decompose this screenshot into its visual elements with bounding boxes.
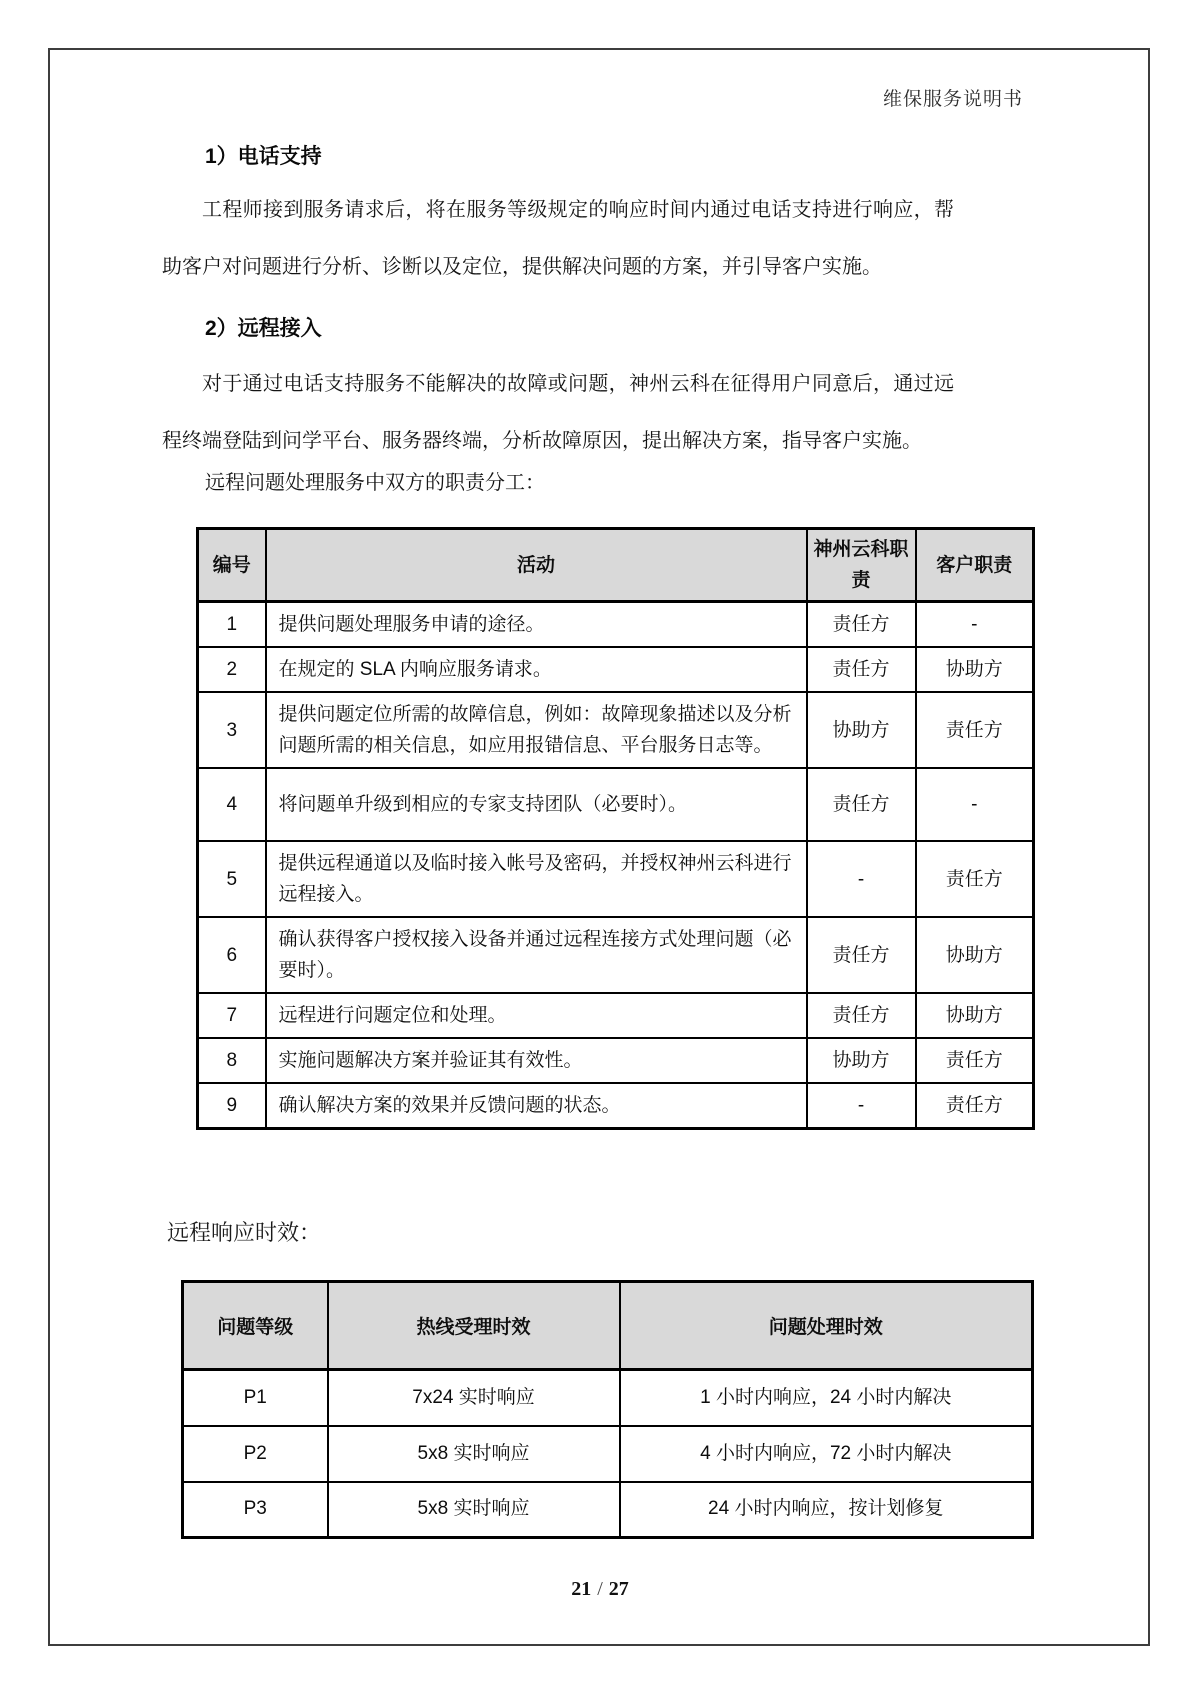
table-row xyxy=(198,917,1034,993)
col-header-dcc-duty: 神州云科职责 xyxy=(807,529,916,602)
cell-handling-sla: 24 小时内响应，按计划修复 xyxy=(620,1482,1033,1538)
response-time-label: 远程响应时效： xyxy=(167,1220,322,1245)
section-heading-phone-support: 1）电话支持 xyxy=(205,145,322,168)
cell-no: 1 xyxy=(198,602,266,648)
responsibility-table xyxy=(196,527,1035,1130)
table-row xyxy=(198,841,1034,917)
col-header-customer-duty: 客户职责 xyxy=(916,529,1034,602)
current-page-number: 21 xyxy=(571,1578,592,1600)
cell-activity: 提供远程通道以及临时接入帐号及密码，并授权神州云科进行远程接入。 xyxy=(266,841,807,917)
cell-activity: 确认解决方案的效果并反馈问题的状态。 xyxy=(266,1083,807,1129)
col-header-hotline-sla: 热线受理时效 xyxy=(328,1282,620,1370)
cell-customer-duty: - xyxy=(916,602,1034,648)
table-row xyxy=(198,692,1034,768)
col-header-problem-level: 问题等级 xyxy=(183,1282,328,1370)
cell-no: 4 xyxy=(198,768,266,841)
table-row xyxy=(198,1038,1034,1083)
table-row xyxy=(198,602,1034,648)
cell-handling-sla: 1 小时内响应，24 小时内解决 xyxy=(620,1370,1033,1426)
cell-customer-duty: 责任方 xyxy=(916,841,1034,917)
table-row xyxy=(183,1370,1033,1426)
cell-no: 3 xyxy=(198,692,266,768)
cell-no: 5 xyxy=(198,841,266,917)
cell-activity: 远程进行问题定位和处理。 xyxy=(266,993,807,1038)
cell-activity: 将问题单升级到相应的专家支持团队（必要时）。 xyxy=(266,768,807,841)
cell-dcc-duty: 协助方 xyxy=(807,692,916,768)
cell-customer-duty: 责任方 xyxy=(916,1083,1034,1129)
cell-hotline-sla: 5x8 实时响应 xyxy=(328,1482,620,1538)
cell-dcc-duty: 协助方 xyxy=(807,1038,916,1083)
page-number xyxy=(0,1578,1200,1601)
cell-dcc-duty: 责任方 xyxy=(807,993,916,1038)
cell-activity: 确认获得客户授权接入设备并通过远程连接方式处理问题（必要时）。 xyxy=(266,917,807,993)
cell-activity: 实施问题解决方案并验证其有效性。 xyxy=(266,1038,807,1083)
cell-activity: 在规定的 SLA 内响应服务请求。 xyxy=(266,647,807,692)
paragraph-remote-access: 对于通过电话支持服务不能解决的故障或问题，神州云科在征得用户同意后，通过远程终端登陆到问学平台、服务器终端，分析故障原因，提出解决方案，指导客户实施。 xyxy=(162,373,954,452)
col-header-no: 编号 xyxy=(198,529,266,602)
cell-dcc-duty: - xyxy=(807,841,916,917)
table-row xyxy=(183,1426,1033,1482)
response-time-table xyxy=(181,1280,1034,1539)
total-page-number: 27 xyxy=(608,1578,629,1600)
responsibility-table-header-row xyxy=(198,529,1034,602)
cell-no: 6 xyxy=(198,917,266,993)
col-header-handling-sla: 问题处理时效 xyxy=(620,1282,1033,1370)
col-header-activity: 活动 xyxy=(266,529,807,602)
cell-no: 8 xyxy=(198,1038,266,1083)
cell-no: 7 xyxy=(198,993,266,1038)
response-time-header-row xyxy=(183,1282,1033,1370)
cell-customer-duty: 责任方 xyxy=(916,692,1034,768)
cell-customer-duty: 协助方 xyxy=(916,993,1034,1038)
cell-dcc-duty: 责任方 xyxy=(807,768,916,841)
cell-handling-sla: 4 小时内响应，72 小时内解决 xyxy=(620,1426,1033,1482)
cell-no: 9 xyxy=(198,1083,266,1129)
cell-activity: 提供问题定位所需的故障信息，例如：故障现象描述以及分析问题所需的相关信息，如应用报错信息、平台服务日志等。 xyxy=(266,692,807,768)
table-row xyxy=(183,1482,1033,1538)
cell-no: 2 xyxy=(198,647,266,692)
cell-activity: 提供问题处理服务申请的途径。 xyxy=(266,602,807,648)
cell-problem-level: P2 xyxy=(183,1426,328,1482)
cell-problem-level: P3 xyxy=(183,1482,328,1538)
cell-customer-duty: 责任方 xyxy=(916,1038,1034,1083)
cell-problem-level: P1 xyxy=(183,1370,328,1426)
cell-customer-duty: 协助方 xyxy=(916,647,1034,692)
cell-dcc-duty: 责任方 xyxy=(807,647,916,692)
cell-customer-duty: - xyxy=(916,768,1034,841)
cell-dcc-duty: - xyxy=(807,1083,916,1129)
responsibility-table-intro: 远程问题处理服务中双方的职责分工： xyxy=(205,472,545,494)
cell-customer-duty: 协助方 xyxy=(916,917,1034,993)
cell-hotline-sla: 7x24 实时响应 xyxy=(328,1370,620,1426)
paragraph-phone-support: 工程师接到服务请求后，将在服务等级规定的响应时间内通过电话支持进行响应，帮助客户对问题进行分析、诊断以及定位，提供解决问题的方案，并引导客户实施。 xyxy=(162,199,954,278)
cell-hotline-sla: 5x8 实时响应 xyxy=(328,1426,620,1482)
table-row xyxy=(198,1083,1034,1129)
table-row xyxy=(198,993,1034,1038)
cell-dcc-duty: 责任方 xyxy=(807,917,916,993)
page-number-separator: / xyxy=(597,1578,603,1600)
document-header-title: 维保服务说明书 xyxy=(882,89,1023,110)
section-heading-remote-access: 2）远程接入 xyxy=(205,317,322,340)
cell-dcc-duty: 责任方 xyxy=(807,602,916,648)
table-row xyxy=(198,647,1034,692)
table-row xyxy=(198,768,1034,841)
